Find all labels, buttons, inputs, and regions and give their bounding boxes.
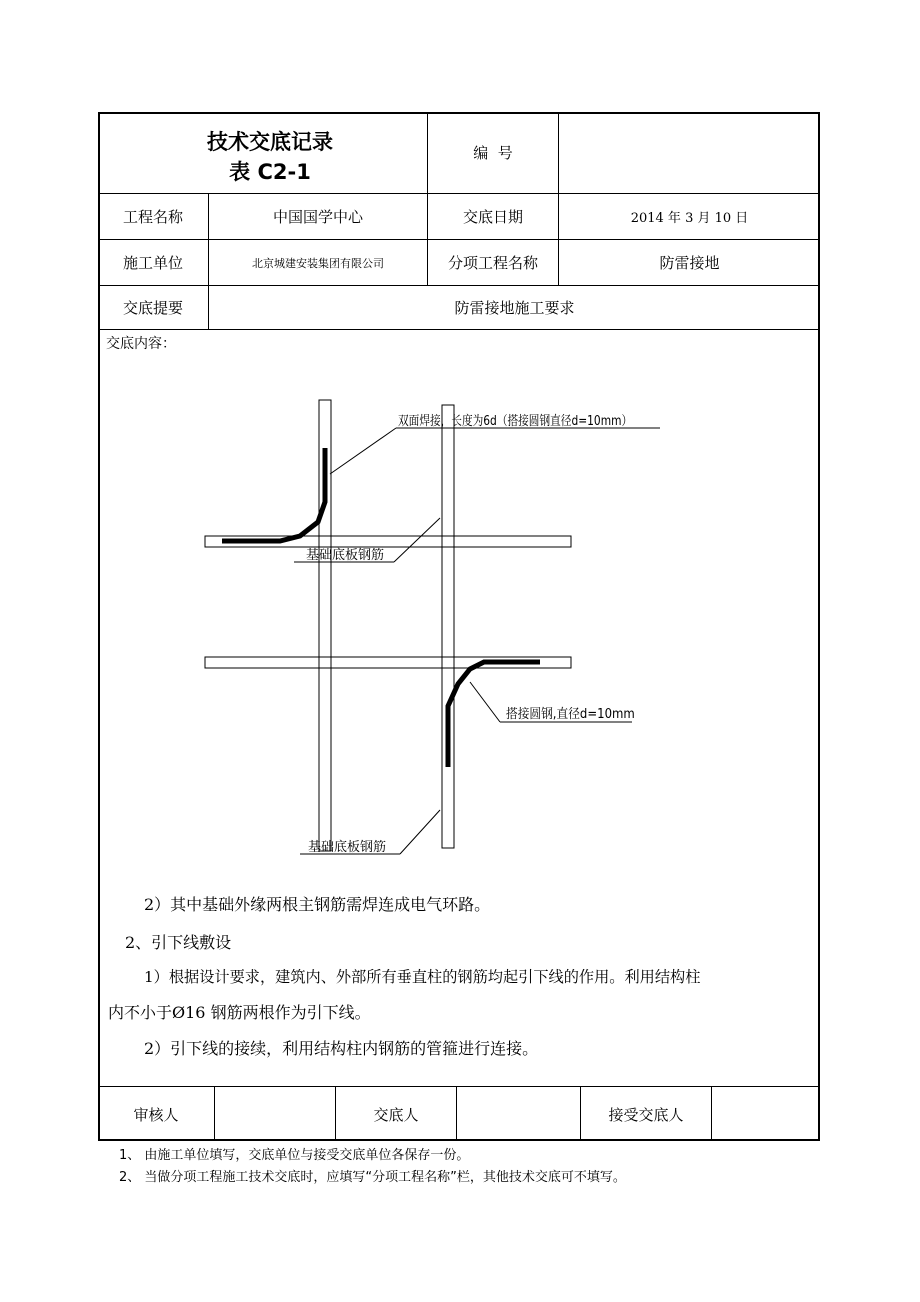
sub-project-label: 分项工程名称: [447, 254, 538, 272]
date-label: 交底日期: [462, 208, 523, 226]
paragraph: 1）根据设计要求，建筑内、外部所有垂直柱的钢筋均起引下线的作用。利用结构柱: [144, 968, 701, 986]
paragraph: 内不小于Ø16 钢筋两根作为引下线。: [108, 1003, 371, 1022]
annotation-weld: 双面焊接，长度为6d（搭接圆钢直径d=10mm）: [398, 414, 633, 429]
receiver-label: 接受交底人: [608, 1105, 684, 1124]
number-label: 编 号: [473, 144, 513, 162]
vertical-rebar-right: [442, 405, 454, 848]
discloser-field[interactable]: [457, 1087, 580, 1141]
reviewer-field[interactable]: [215, 1087, 335, 1141]
sub-project-value[interactable]: 防雷接地: [659, 254, 720, 272]
content-label: 交底内容：: [106, 336, 176, 352]
unit-label: 施工单位: [122, 254, 183, 272]
form-code: 表 C2-1: [229, 160, 311, 184]
project-name-value[interactable]: 中国国学中心: [272, 208, 363, 226]
unit-value[interactable]: 北京城建安装集团有限公司: [252, 256, 384, 270]
summary-label: 交底提要: [122, 299, 183, 317]
annotation-rebar-lower: 基础底板钢筋: [308, 840, 387, 855]
summary-value[interactable]: 防雷接地施工要求: [454, 299, 575, 317]
paragraph: 2、引下线敷设: [125, 933, 232, 952]
annotation-rebar-upper: 基础底板钢筋: [306, 548, 385, 563]
lap-round-steel-upper: [222, 448, 325, 541]
discloser-label: 交底人: [373, 1105, 419, 1124]
paragraph: 2）其中基础外缘两根主钢筋需焊连成电气环路。: [144, 895, 491, 914]
paragraph: 2）引下线的接续，利用结构柱内钢筋的管箍进行连接。: [144, 1039, 539, 1058]
annotation-round-steel: 搭接圆钢,直径d=10mm: [506, 707, 635, 722]
footnote: 1、 由施工单位填写，交底单位与接受交底单位各保存一份。: [119, 1148, 470, 1163]
form-title: 技术交底记录: [207, 130, 333, 154]
reviewer-label: 审核人: [133, 1105, 179, 1124]
project-name-label: 工程名称: [122, 208, 183, 226]
receiver-field[interactable]: [712, 1087, 820, 1141]
footnote: 2、 当做分项工程施工技术交底时，应填写“分项工程名称”栏，其他技术交底可不填写。: [119, 1170, 626, 1185]
date-value[interactable]: 2014 年 3 月 10 日: [630, 211, 749, 226]
